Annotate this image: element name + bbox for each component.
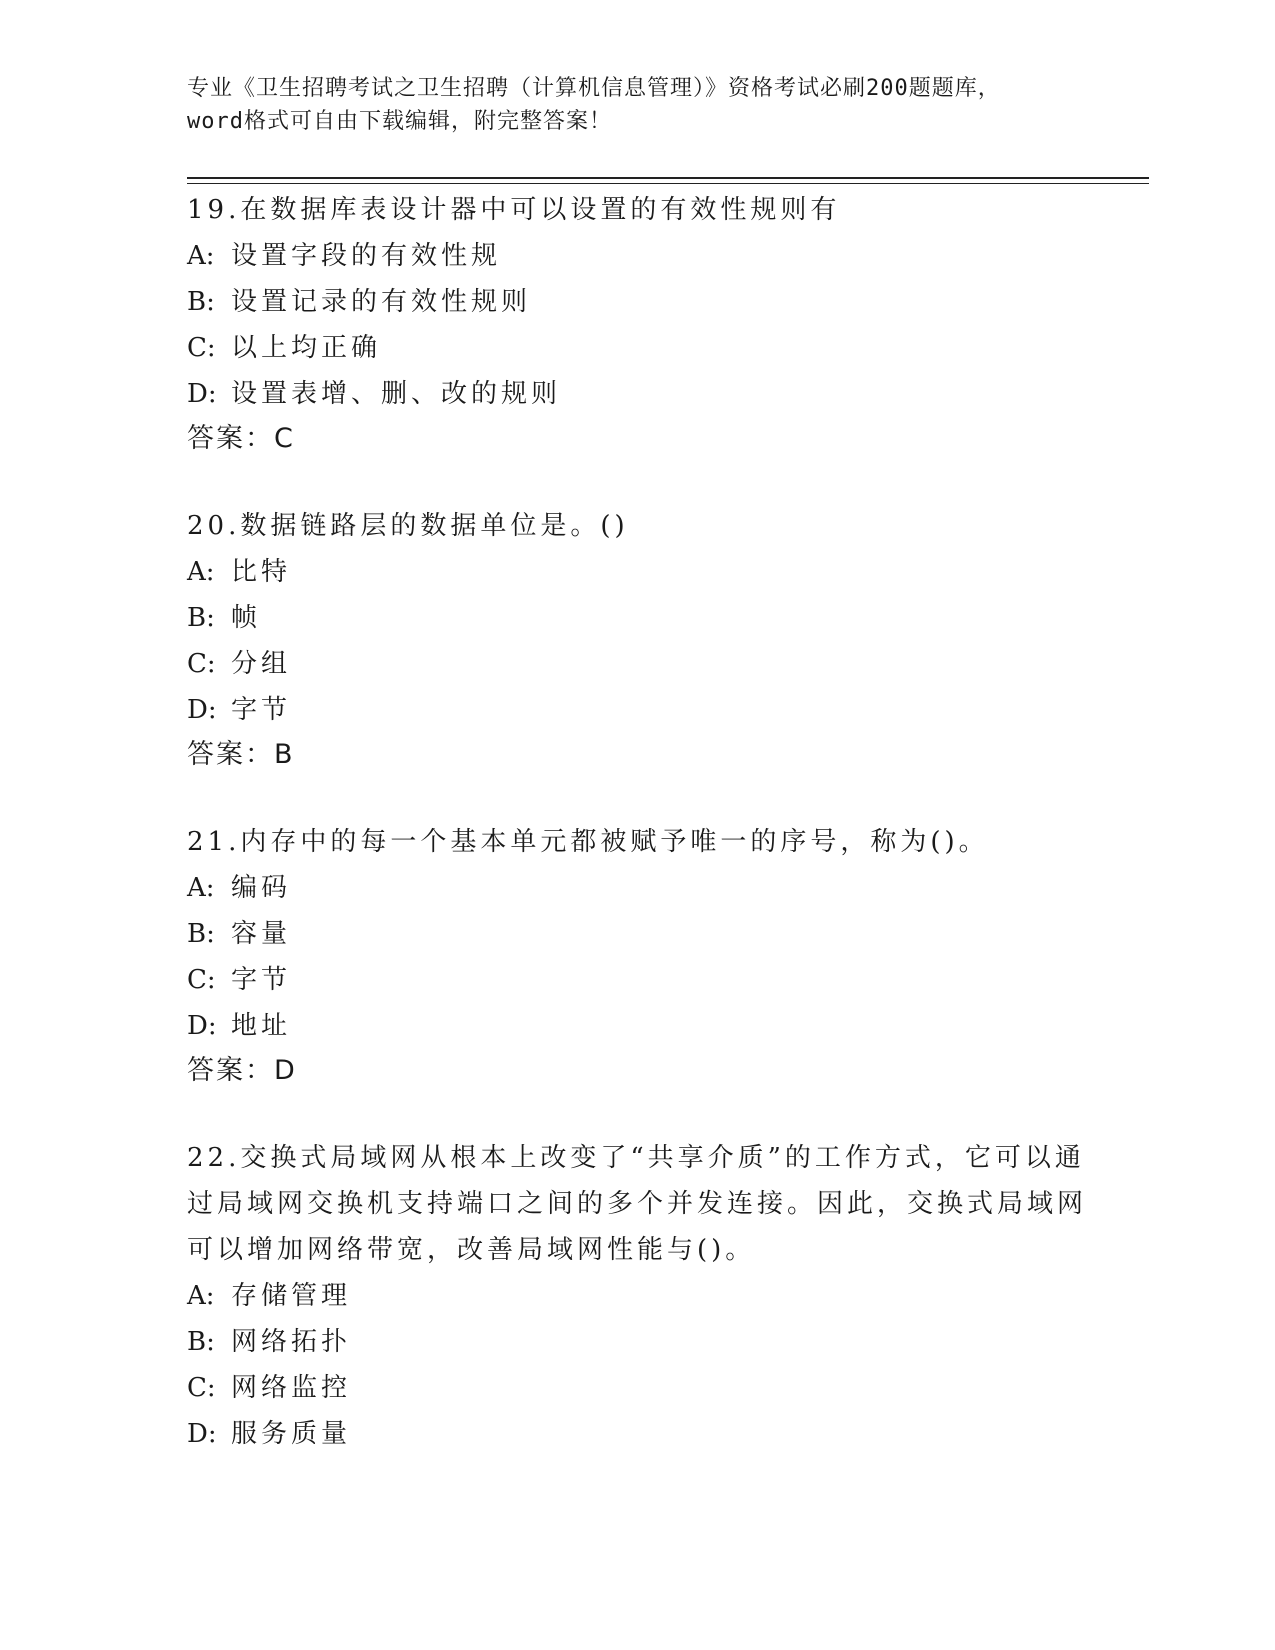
option-text: 编码: [231, 873, 292, 903]
question-stem: [187, 187, 1087, 233]
option-d: [187, 687, 1087, 733]
question-stem-line: 22.交换式局域网从根本上改变了“共享介质”的工作方式，它可以通: [187, 1143, 1085, 1173]
option-letter: D:: [187, 1419, 217, 1449]
document-header: [187, 72, 1087, 138]
option-b: [187, 911, 1087, 957]
option-b: [187, 1319, 1087, 1365]
option-text: 地址: [231, 1011, 292, 1041]
question-stem-line: 21.内存中的每一个基本单元都被赋予唯一的序号，称为()。: [187, 827, 989, 857]
option-letter: A:: [187, 1281, 215, 1311]
option-c: [187, 325, 1087, 371]
option-letter: D:: [187, 695, 217, 725]
header-title-line-2: word格式可自由下载编辑，附完整答案！: [187, 109, 612, 134]
option-text: 服务质量: [231, 1419, 352, 1449]
option-text: 网络拓扑: [231, 1327, 352, 1357]
option-letter: C:: [187, 649, 216, 679]
option-a: [187, 865, 1087, 911]
option-c: [187, 1365, 1087, 1411]
question-21: [187, 819, 1087, 1093]
answer-line: 答案：B: [187, 739, 295, 770]
question-stem-line: 可以增加网络带宽，改善局域网性能与()。: [187, 1235, 756, 1265]
option-letter: A:: [187, 557, 215, 587]
option-text: 容量: [231, 919, 292, 949]
option-letter: D:: [187, 379, 217, 409]
option-text: 以上均正确: [231, 333, 382, 363]
option-c: [187, 957, 1087, 1003]
question-20: [187, 503, 1087, 777]
option-a: [187, 549, 1087, 595]
option-text: 帧: [231, 603, 262, 633]
option-text: 设置表增、删、改的规则: [231, 379, 562, 409]
option-letter: A:: [187, 873, 215, 903]
option-letter: C:: [187, 333, 216, 363]
option-a: [187, 1273, 1087, 1319]
option-letter: B:: [187, 287, 215, 317]
answer-line: 答案：C: [187, 423, 295, 454]
option-letter: A:: [187, 241, 215, 271]
question-list: [187, 187, 1087, 1457]
option-letter: B:: [187, 603, 215, 633]
option-b: [187, 595, 1087, 641]
option-letter: B:: [187, 1327, 215, 1357]
option-text: 分组: [231, 649, 292, 679]
header-divider-thick: [187, 177, 1149, 179]
option-text: 字节: [231, 965, 292, 995]
question-stem: [187, 819, 1087, 865]
option-letter: D:: [187, 1011, 217, 1041]
option-text: 存储管理: [231, 1281, 352, 1311]
question-stem-line: 20.数据链路层的数据单位是。(): [187, 511, 629, 541]
option-d: [187, 371, 1087, 417]
option-a: [187, 233, 1087, 279]
option-b: [187, 279, 1087, 325]
option-c: [187, 641, 1087, 687]
option-text: 网络监控: [231, 1373, 352, 1403]
option-d: [187, 1411, 1087, 1457]
option-letter: C:: [187, 965, 216, 995]
question-stem: [187, 1135, 1087, 1273]
question-19: [187, 187, 1087, 461]
question-stem: [187, 503, 1087, 549]
header-divider-thin: [187, 183, 1149, 184]
option-text: 设置记录的有效性规则: [231, 287, 532, 317]
question-22: [187, 1135, 1087, 1457]
header-title-line-1: 专业《卫生招聘考试之卫生招聘（计算机信息管理）》资格考试必刷200题题库，: [187, 76, 1001, 101]
option-letter: C:: [187, 1373, 216, 1403]
question-stem-line: 19.在数据库表设计器中可以设置的有效性规则有: [187, 195, 841, 225]
option-text: 设置字段的有效性规: [231, 241, 502, 271]
option-text: 比特: [231, 557, 292, 587]
option-letter: B:: [187, 919, 215, 949]
question-stem-line: 过局域网交换机支持端口之间的多个并发连接。因此，交换式局域网: [187, 1189, 1088, 1219]
answer-line: 答案：D: [187, 1055, 297, 1086]
option-d: [187, 1003, 1087, 1049]
option-text: 字节: [231, 695, 292, 725]
